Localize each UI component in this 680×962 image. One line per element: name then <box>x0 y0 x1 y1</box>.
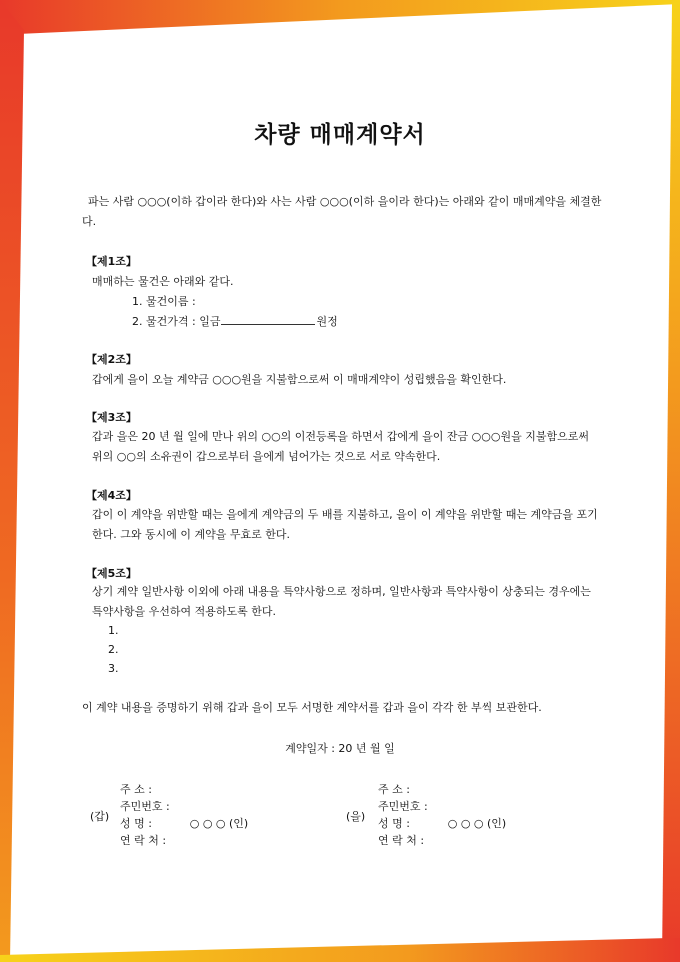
special-item-2: 2. <box>108 643 119 656</box>
party-a-signature-block <box>120 780 248 848</box>
article-1-item-2 <box>132 313 338 329</box>
article-1-item-1: 1. 물건이름 : <box>132 295 196 308</box>
party-b-contact-label: 연 락 처 : <box>378 833 425 847</box>
party-b-id-label: 주민번호 : <box>378 799 428 813</box>
item-price-label: 2. 물건가격 : 일금 <box>132 315 221 328</box>
item-price-suffix: 원정 <box>316 315 338 328</box>
party-a-seal: ○ ○ ○ (인) <box>189 816 249 830</box>
party-b-address-label: 주 소 : <box>378 782 410 796</box>
article-4-body: 갑이 이 계약을 위반할 때는 을에게 계약금의 두 배를 지불하고, 을이 이 계약을 위반할 때는 계약금을 포기한다. 그와 동시에 이 계약을 무효로 한다. <box>92 508 598 541</box>
article-1-body: 매매하는 물건은 아래와 같다. <box>92 275 234 288</box>
party-b-label: (을) <box>346 810 366 823</box>
article-5-body: 상기 계약 일반사항 이외에 아래 내용을 특약사항으로 정하며, 일반사항과 특약사항이 상충되는 경우에는 특약사항을 우선하여 적용하도록 한다. <box>92 585 591 618</box>
closing-paragraph: 이 계약 내용을 증명하기 위해 갑과 을이 모두 서명한 계약서를 갑과 을이 각각 한 부씩 보관한다. <box>82 701 542 714</box>
price-blank <box>221 314 315 325</box>
party-a-name-label: 성 명 : <box>120 816 152 830</box>
special-item-1: 1. <box>108 624 119 637</box>
party-b-seal: ○ ○ ○ (인) <box>447 816 507 830</box>
article-5-heading: 【제5조】 <box>86 567 137 580</box>
intro-paragraph: 파는 사람 ○○○(이하 갑이라 한다)와 사는 사람 ○○○(이하 을이라 한다)는 아래와 같이 매매계약을 체결한다. <box>82 195 602 228</box>
party-a-contact-label: 연 락 처 : <box>120 833 167 847</box>
article-2-body: 갑에게 을이 오늘 계약금 ○○○원을 지불함으로써 이 매매계약이 성립했음을 확인한다. <box>92 373 507 386</box>
special-item-3: 3. <box>108 662 119 675</box>
contract-date: 계약일자 : 20 년 월 일 <box>285 742 395 755</box>
article-3-heading: 【제3조】 <box>86 411 137 424</box>
party-a-address-label: 주 소 : <box>120 782 152 796</box>
article-1-heading: 【제1조】 <box>86 255 137 268</box>
party-b-name-label: 성 명 : <box>378 816 410 830</box>
party-a-label: (갑) <box>90 810 110 823</box>
document-title: 차량 매매계약서 <box>254 122 426 148</box>
party-b-signature-block <box>378 780 506 848</box>
article-4-heading: 【제4조】 <box>86 489 137 502</box>
article-2-heading: 【제2조】 <box>86 353 137 366</box>
party-a-id-label: 주민번호 : <box>120 799 170 813</box>
article-3-body: 갑과 을은 20 년 월 일에 만나 위의 ○○의 이전등록을 하면서 갑에게 을이 잔금 ○○○원을 지불함으로써 위의 ○○의 소유권이 갑으로부터 을에게 넘어가는 것으로 서로 약속한다. <box>92 430 589 463</box>
